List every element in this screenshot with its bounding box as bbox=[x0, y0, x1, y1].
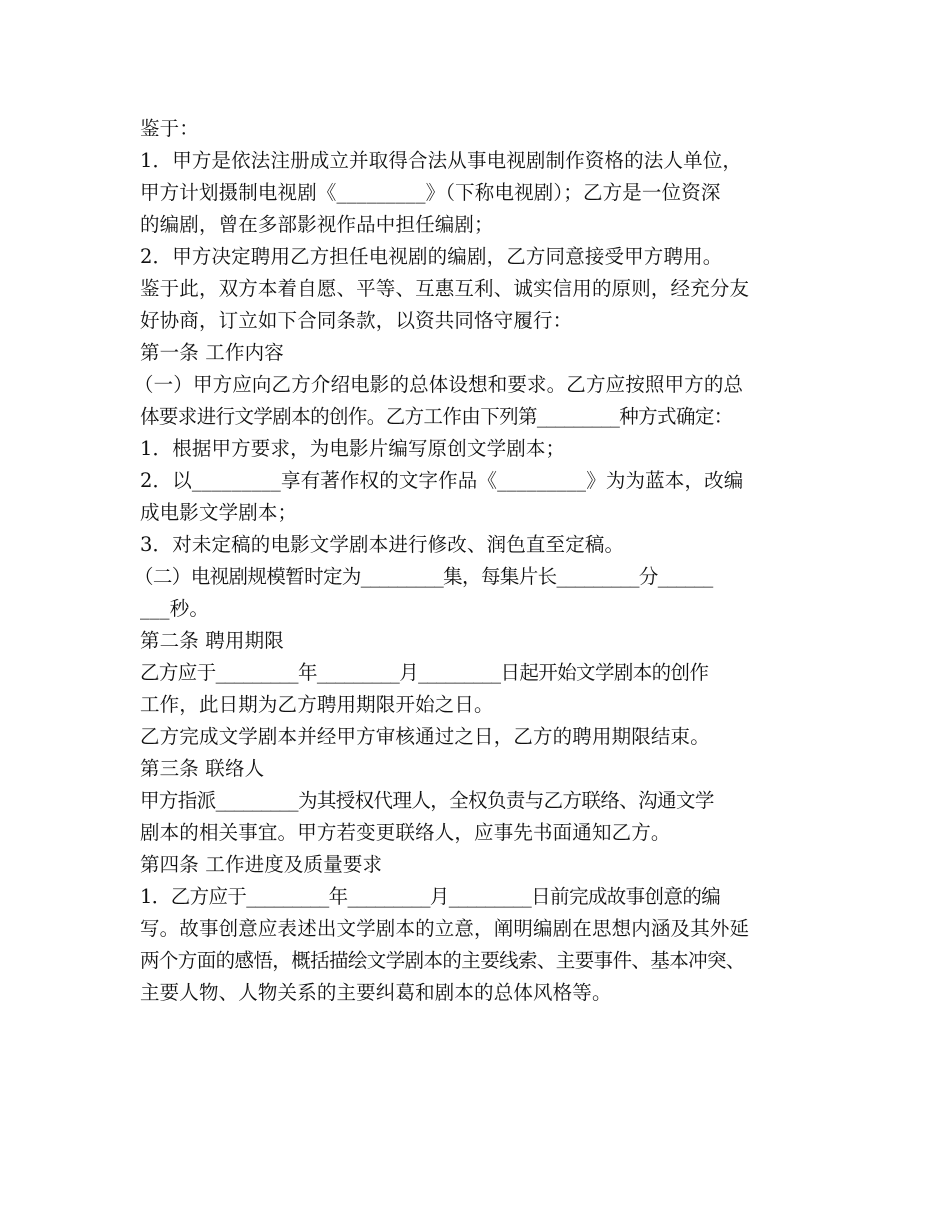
section-heading: 第四条 工作进度及质量要求 bbox=[140, 853, 383, 876]
section-heading: 第一条 工作内容 bbox=[140, 341, 284, 364]
section-heading: 第三条 联络人 bbox=[140, 757, 265, 780]
text-line: ___秒。 bbox=[140, 597, 209, 620]
text-line: 乙方完成文学剧本并经甲方审核通过之日，乙方的聘用期限结束。 bbox=[140, 725, 710, 748]
text-line: 写。故事创意应表述出文学剧本的立意，阐明编剧在思想内涵及其外延 bbox=[140, 917, 750, 940]
text-line: 工作，此日期为乙方聘用期限开始之日。 bbox=[140, 693, 494, 716]
text-line: （一）甲方应向乙方介绍电影的总体设想和要求。乙方应按照甲方的总 bbox=[134, 373, 744, 396]
text-line: （二）电视剧规模暂时定为_________集，每集片长_________分______ bbox=[134, 565, 713, 588]
text-line: 的编剧，曾在多部影视作品中担任编剧； bbox=[140, 213, 494, 236]
text-line: 体要求进行文学剧本的创作。乙方工作由下列第_________种方式确定： bbox=[140, 405, 733, 428]
text-line: 鉴于： bbox=[140, 117, 199, 140]
document-body bbox=[134, 113, 820, 1009]
text-line: 3．对未定稿的电影文学剧本进行修改、润色直至定稿。 bbox=[140, 533, 625, 556]
text-line: 两个方面的感悟，概括描绘文学剧本的主要线索、主要事件、基本冲突、 bbox=[140, 949, 745, 972]
section-heading: 第二条 聘用期限 bbox=[140, 629, 284, 652]
text-line: 主要人物、人物关系的主要纠葛和剧本的总体风格等。 bbox=[140, 981, 612, 1004]
text-line: 好协商，订立如下合同条款，以资共同恪守履行： bbox=[140, 309, 573, 332]
text-line: 鉴于此，双方本着自愿、平等、互惠互利、诚实信用的原则，经充分友 bbox=[140, 277, 750, 300]
text-line: 成电影文学剧本； bbox=[140, 501, 298, 524]
text-line: 剧本的相关事宜。甲方若变更联络人，应事先书面通知乙方。 bbox=[140, 821, 671, 844]
text-line: 甲方指派_________为其授权代理人，全权负责与乙方联络、沟通文学 bbox=[140, 789, 714, 812]
text-line: 乙方应于_________年_________月_________日起开始文学剧本的创作 bbox=[140, 661, 709, 684]
text-line: 1．乙方应于_________年_________月_________日前完成故事创意的编 bbox=[140, 885, 721, 908]
text-line: 1．根据甲方要求，为电影片编写原创文学剧本； bbox=[140, 437, 566, 460]
text-line: 2．甲方决定聘用乙方担任电视剧的编剧，乙方同意接受甲方聘用。 bbox=[140, 245, 723, 268]
text-line: 1．甲方是依法注册成立并取得合法从事电视剧制作资格的法人单位， bbox=[140, 149, 743, 172]
text-line: 2．以_________享有著作权的文字作品《_________》为为蓝本，改编 bbox=[140, 469, 744, 492]
text-line: 甲方计划摄制电视剧《_________》（下称电视剧）；乙方是一位资深 bbox=[140, 181, 721, 204]
